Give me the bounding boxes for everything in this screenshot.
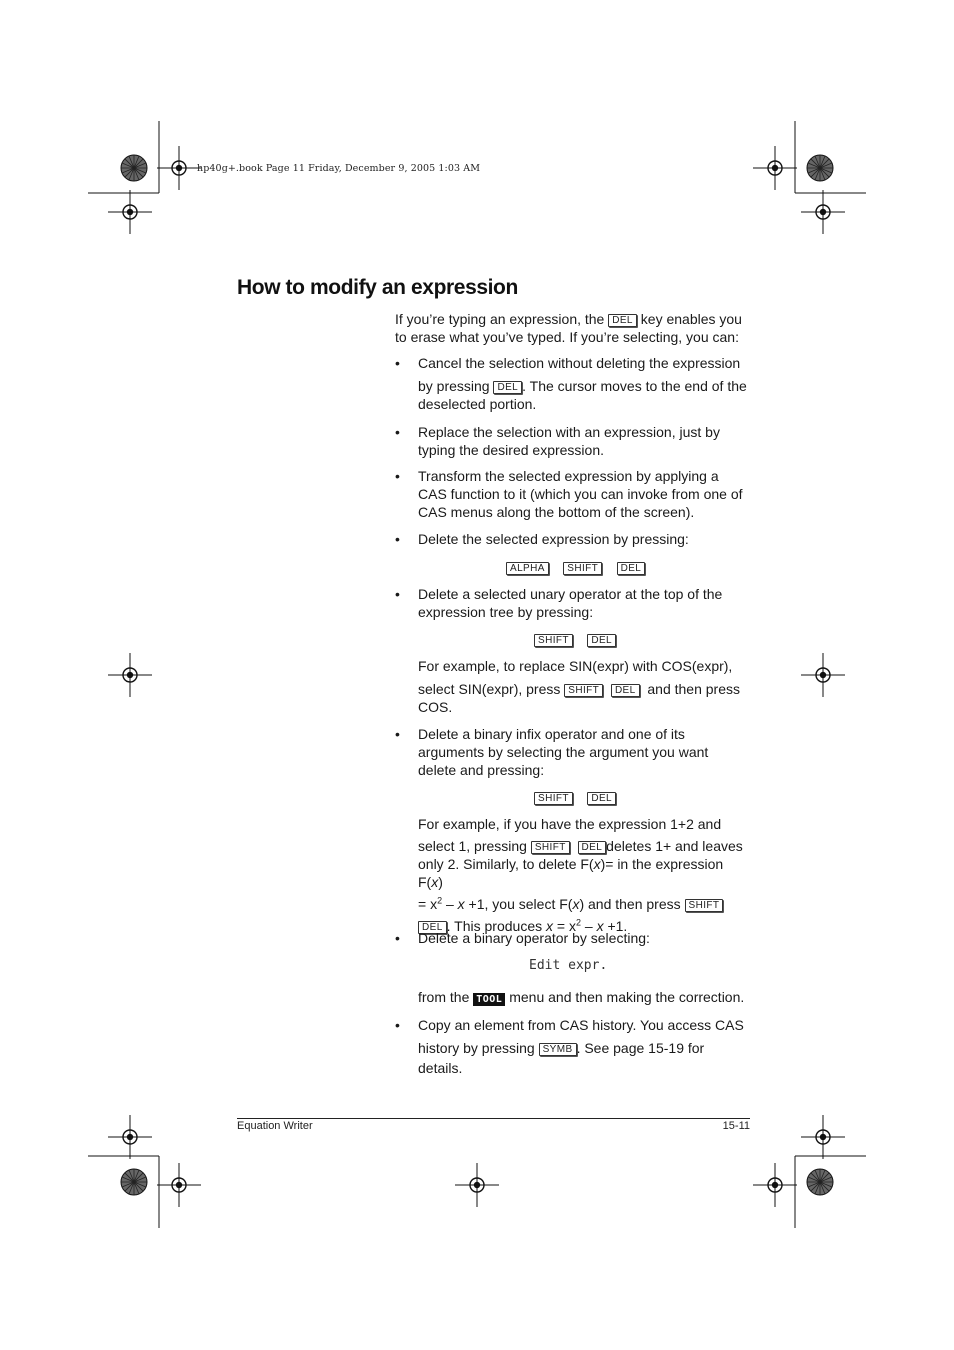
intro-text-1: If you’re typing an expression, the: [395, 311, 605, 327]
copy-line-2: [418, 1039, 750, 1057]
bullet-marker: •: [395, 1017, 400, 1033]
section-heading: How to modify an expression: [237, 276, 518, 299]
del-key: DEL: [587, 634, 616, 647]
list-item-cancel: [418, 354, 750, 413]
bullet-marker: •: [395, 424, 400, 440]
bullet-marker: •: [395, 468, 400, 484]
bullet-marker: •: [395, 726, 400, 742]
infix-text-c: only 2. Similarly, to delete F(: [418, 856, 594, 872]
cancel-line-2: [418, 377, 750, 395]
list-item-replace: Replace the selection with an expression, just by typing the desired expression.: [418, 424, 720, 458]
copy-line-1: Copy an element from CAS history. You access CAS: [418, 1017, 744, 1033]
infix-text-j: . This produces: [446, 918, 547, 934]
list-item-delete-selected: Delete the selected expression by pressing:: [418, 531, 689, 547]
alpha-key: ALPHA: [506, 562, 549, 575]
list-item-delete-binary: Delete a binary operator by selecting:: [418, 930, 650, 946]
key-sequence-alpha-shift-del: [506, 559, 655, 577]
del-key: DEL: [608, 314, 637, 327]
unary-example-text-b: and then press: [647, 681, 740, 697]
variable-x: x: [457, 896, 465, 912]
bullet-marker: •: [395, 355, 400, 371]
list-item-delete-unary: Delete a selected unary operator at the top of the expression tree by pressing:: [418, 586, 723, 620]
footer-chapter-title: Equation Writer: [237, 1120, 313, 1132]
infix-text-a: select 1, pressing: [418, 838, 527, 854]
copy-text-a: history by pressing: [418, 1040, 535, 1056]
infix-text-k: = x: [553, 918, 576, 934]
unary-example-line-1: For example, to replace SIN(expr) with COS(expr),: [418, 658, 733, 674]
cancel-line-3: deselected portion.: [418, 396, 537, 412]
list-item-delete-binary-infix: Delete a binary infix operator and one of its arguments by selecting the argument you want delete and pressing:: [418, 726, 709, 778]
infix-text-e: ): [438, 874, 443, 890]
infix-text-l: –: [581, 918, 597, 934]
infix-example-line-4: [418, 895, 750, 913]
del-key: DEL: [617, 562, 646, 575]
delete-binary-from-line: [418, 988, 750, 1006]
infix-text-b: deletes 1+ and leaves: [606, 838, 743, 854]
del-key: DEL: [418, 921, 447, 934]
shift-key: SHIFT: [563, 562, 602, 575]
cancel-text-a: by pressing: [418, 378, 490, 394]
from-text-a: from the: [418, 989, 470, 1005]
infix-text-i: ) and then press: [579, 896, 681, 912]
bullet-marker: •: [395, 930, 400, 946]
binary-infix-example: [418, 815, 750, 935]
infix-text-f: = x: [418, 896, 438, 912]
shift-key: SHIFT: [531, 841, 570, 854]
copy-text-b: . See page 15-19 for: [576, 1040, 705, 1056]
cancel-text-b: . The cursor moves to the end of the: [522, 378, 747, 394]
variable-x: x: [546, 918, 554, 934]
footer-page-number: 15-11: [722, 1120, 750, 1132]
del-key: DEL: [493, 381, 522, 394]
unary-example-line-2: [418, 680, 750, 698]
infix-text-g: –: [442, 896, 458, 912]
shift-key: SHIFT: [685, 899, 724, 912]
del-key: DEL: [587, 792, 616, 805]
exponent: 2: [575, 917, 581, 928]
code-edit-expr: Edit expr.: [529, 958, 608, 973]
key-sequence-shift-del: [534, 631, 626, 649]
del-key: DEL: [611, 684, 640, 697]
unary-example: [418, 657, 750, 716]
unary-example-line-3: COS.: [418, 699, 453, 715]
intro-text-2: key enables you to erase what you’ve typed. If you’re selecting, you can:: [395, 311, 742, 345]
shift-key: SHIFT: [564, 684, 603, 697]
intro-paragraph: [395, 310, 750, 346]
list-item-copy: [418, 1016, 750, 1077]
infix-text-h: +1, you select F(: [464, 896, 573, 912]
bullet-marker: •: [395, 531, 400, 547]
variable-x: x: [572, 896, 580, 912]
infix-example-line-2: [418, 837, 750, 855]
variable-x: x: [593, 856, 601, 872]
infix-example-line-3: [418, 855, 750, 891]
list-item-transform: Transform the selected expression by applying a CAS function to it (which you can invoke from one of CAS menus along the bottom of the screen).: [418, 468, 743, 520]
symb-key: SYMB: [539, 1043, 577, 1056]
infix-text-d: )= in the expression F(: [418, 856, 724, 890]
copy-line-3: details.: [418, 1060, 463, 1076]
cancel-line-1: Cancel the selection without deleting the expression: [418, 355, 741, 371]
tool-menu-icon: TOOL: [473, 993, 505, 1006]
key-sequence-shift-del: [534, 789, 626, 807]
unary-example-text-a: select SIN(expr), press: [418, 681, 561, 697]
shift-key: SHIFT: [534, 792, 573, 805]
exponent: 2: [437, 895, 443, 906]
del-key: DEL: [578, 841, 607, 854]
print-slug-line: hp40g+.book Page 11 Friday, December 9, 2005 1:03 AM: [197, 163, 481, 174]
infix-example-line-1: For example, if you have the expression 1+2 and: [418, 816, 722, 832]
infix-text-m: +1.: [603, 918, 628, 934]
variable-x: x: [431, 874, 439, 890]
shift-key: SHIFT: [534, 634, 573, 647]
bullet-marker: •: [395, 586, 400, 602]
variable-x: x: [596, 918, 604, 934]
footer-rule: [237, 1118, 750, 1119]
from-text-b: menu and then making the correction.: [509, 989, 745, 1005]
